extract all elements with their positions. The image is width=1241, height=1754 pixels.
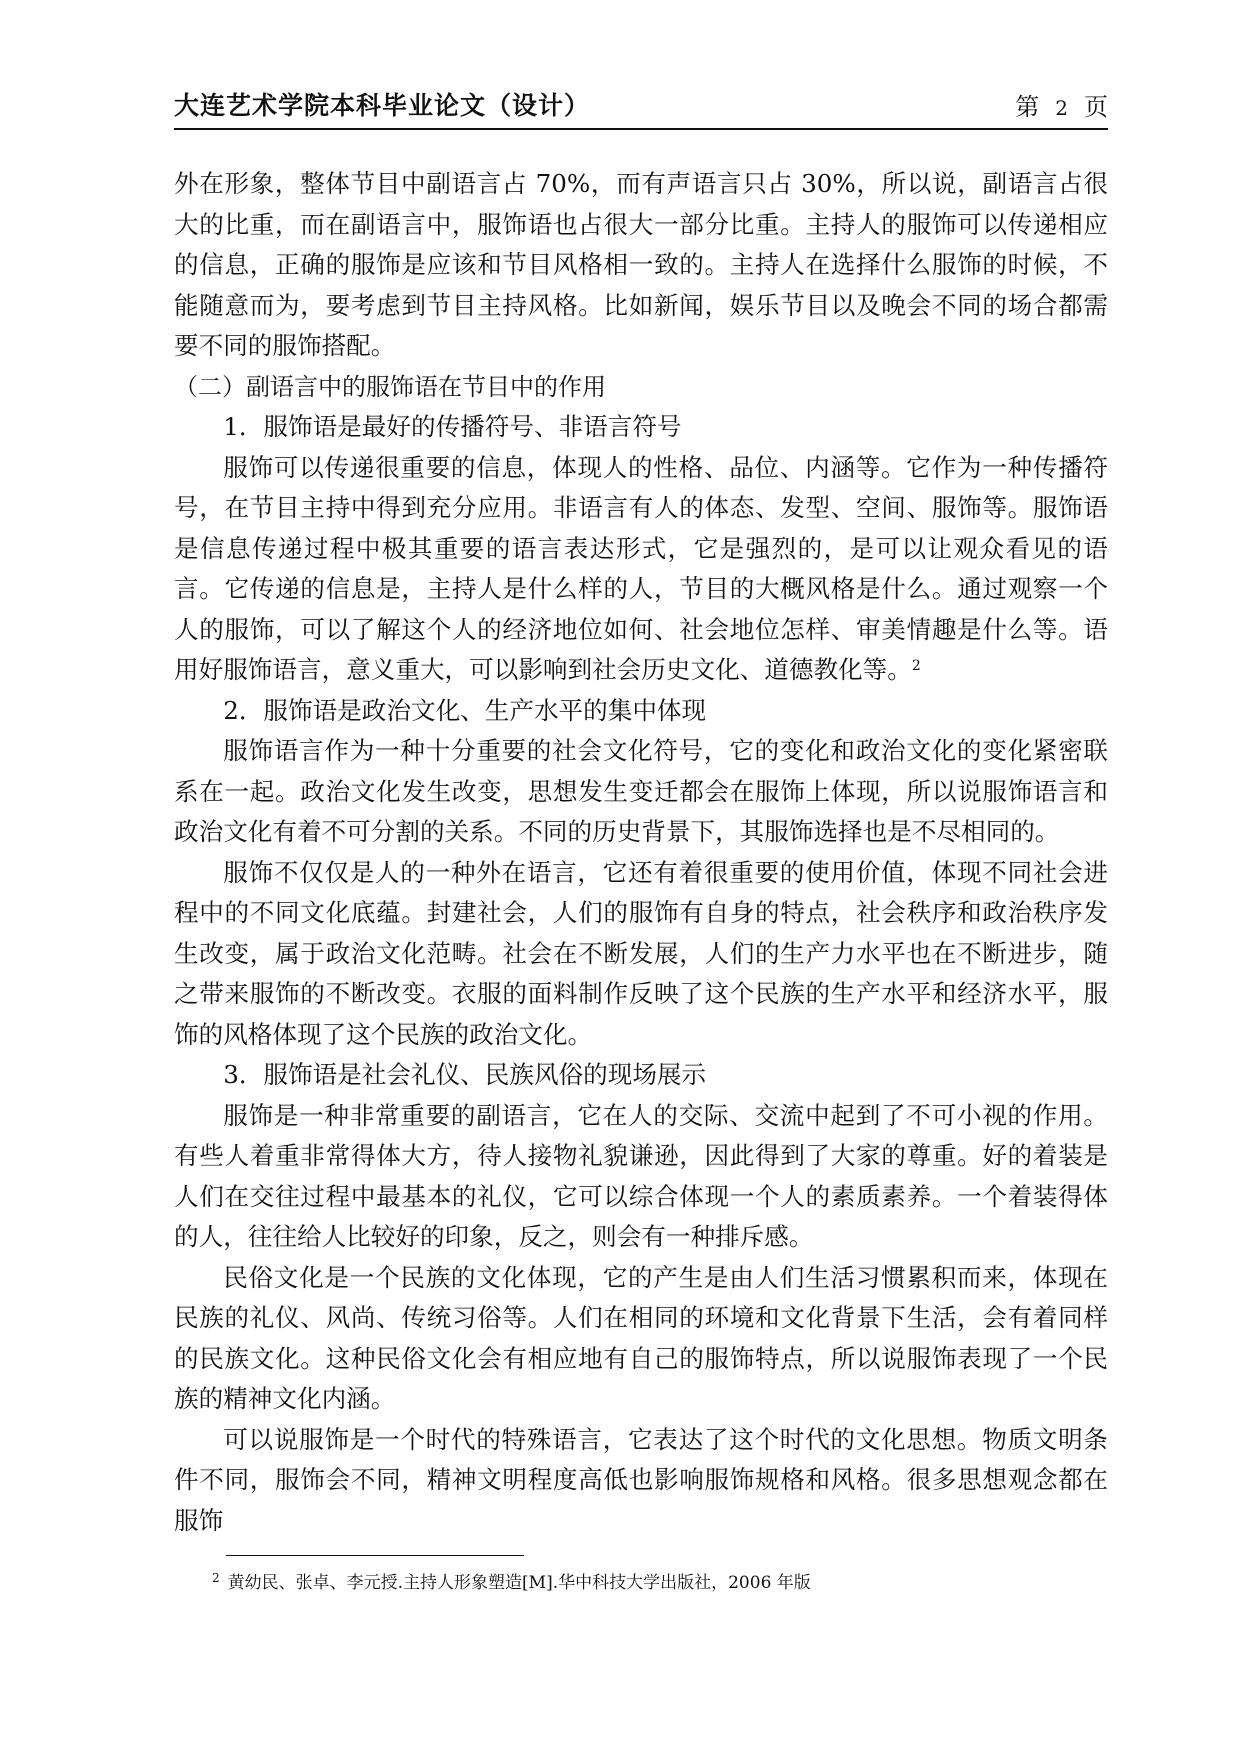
- body-paragraph: [174, 1420, 1108, 1542]
- body-paragraph: [174, 1055, 1108, 1096]
- footnote-mark: 2: [212, 1571, 220, 1585]
- paragraph-text: 外在形象，整体节目中副语言占 70%，而有声语言只占 30%，所以说，副语言占很大的比重，而在副语言中，服饰语也占很大一部分比重。主持人的服饰可以传递相应的信息，正确的服饰是应该和节目风格相一致的。主持人在选择什么服饰的时候，不能随意而为，要考虑到节目主持风格。比如新闻，娱乐节目以及晚会不同的场合都需要不同的服饰搭配。: [174, 169, 1108, 360]
- body-paragraph: [174, 853, 1108, 1056]
- page-header: [174, 84, 1108, 130]
- paragraph-text: 民俗文化是一个民族的文化体现，它的产生是由人们生活习惯累积而来，体现在民族的礼仪、风尚、传统习俗等。人们在相同的环境和文化背景下生活，会有着同样的民族文化。这种民俗文化会有相应地有自己的服饰特点，所以说服饰表现了一个民族的精神文化内涵。: [174, 1262, 1108, 1413]
- body-paragraph: [174, 691, 1108, 732]
- paragraph-text: 服饰不仅仅是人的一种外在语言，它还有着很重要的使用价值，体现不同社会进程中的不同文化底蕴。封建社会，人们的服饰有自身的特点，社会秩序和政治秩序发生改变，属于政治文化范畴。社会在不断发展，人们的生产力水平也在不断进步，随之带来服饰的不断改变。衣服的面料制作反映了这个民族的生产水平和经济水平，服饰的风格体现了这个民族的政治文化。: [174, 857, 1108, 1049]
- paragraph-text: 服饰是一种非常重要的副语言，它在人的交际、交流中起到了不可小视的作用。有些人着重非常得体大方，待人接物礼貌谦逊，因此得到了大家的尊重。好的着装是人们在交往过程中最基本的礼仪，它可以综合体现一个人的素质素养。一个着装得体的人，往往给人比较好的印象，反之，则会有一种排斥感。: [174, 1100, 1108, 1251]
- footnote-reference: 2: [911, 658, 921, 674]
- body-paragraph: [174, 448, 1108, 691]
- paragraph-text: 服饰语言作为一种十分重要的社会文化符号，它的变化和政治文化的变化紧密联系在一起。政治文化发生改变，思想发生变迁都会在服饰上体现，所以说服饰语言和政治文化有着不可分割的关系。不同的历史背景下，其服饰选择也是不尽相同的。: [174, 736, 1108, 846]
- body-paragraph: [174, 1258, 1108, 1420]
- body-paragraph: [174, 731, 1108, 853]
- document-body: [174, 164, 1108, 1541]
- body-paragraph: [174, 164, 1108, 367]
- page-suffix: 页: [1084, 93, 1108, 121]
- paragraph-text: 1．服饰语是最好的传播符号、非语言符号: [223, 412, 682, 441]
- footnote-divider: [226, 1555, 524, 1556]
- paragraph-text: 3．服饰语是社会礼仪、民族风俗的现场展示: [223, 1060, 707, 1089]
- page-number: 2: [1055, 96, 1068, 120]
- body-paragraph: [174, 407, 1108, 448]
- paragraph-text: （二）副语言中的服饰语在节目中的作用: [174, 372, 606, 401]
- paragraph-text: 可以说服饰是一个时代的特殊语言，它表达了这个时代的文化思想。物质文明条件不同，服饰会不同，精神文明程度高低也影响服饰规格和风格。很多思想观念都在服饰: [174, 1424, 1108, 1535]
- thesis-title: 大连艺术学院本科毕业论文（设计）: [174, 91, 591, 120]
- footnote: [212, 1570, 1102, 1596]
- page-indicator: [1015, 87, 1108, 122]
- body-paragraph: [174, 1096, 1108, 1258]
- paragraph-text: 2．服饰语是政治文化、生产水平的集中体现: [223, 695, 707, 725]
- footnote-text: 黄幼民、张卓、李元授.主持人形象塑造[M].华中科技大学出版社，2006 年版: [227, 1573, 811, 1593]
- page-prefix: 第: [1015, 93, 1040, 121]
- section-heading: [174, 367, 1108, 408]
- paragraph-text: 服饰可以传递很重要的信息，体现人的性格、品位、内涵等。它作为一种传播符号，在节目主持中得到充分应用。非语言有人的体态、发型、空间、服饰等。服饰语是信息传递过程中极其重要的语言表达形式，它是强烈的，是可以让观众看见的语言。它传递的信息是，主持人是什么样的人，节目的大概风格是什么。通过观察一个人的服饰，可以了解这个人的经济地位如何、社会地位怎样、审美情趣是什么等。语用好服饰语言，意义重大，可以影响到社会历史文化、道德教化等。: [174, 452, 1108, 684]
